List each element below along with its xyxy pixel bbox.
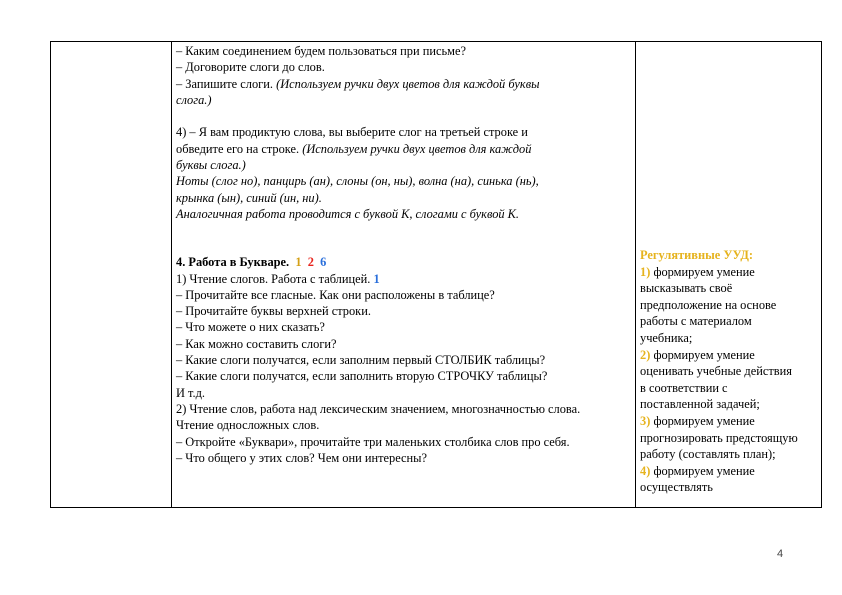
page-number: 4 [777, 548, 784, 560]
text-line: – Какие слоги получатся, если заполнить вторую СТРОЧКУ таблицы? [176, 369, 548, 384]
section-heading: 4. Работа в Букваре. 1 2 6 [176, 255, 327, 270]
text-line: 2) Чтение слов, работа над лексическим значением, многозначностью слова. [176, 401, 581, 416]
text-line: – Каким соединением будем пользоваться при письме? [176, 44, 466, 58]
uud-item-4: 4) формируем умение осуществлять [640, 463, 755, 495]
text-line: крынка (ын), синий (ин, ни). [176, 190, 322, 205]
text-line: слога.) [176, 92, 212, 107]
page-ref-3: 6 [320, 255, 327, 270]
text-line: 4) – Я вам продиктую слова, вы выберите слог на третьей строке и [176, 125, 528, 140]
text-line: 1) Чтение слогов. Работа с таблицей. 1 [176, 271, 380, 286]
text-line: – Какие слоги получатся, если заполним первый СТОЛБИК таблицы? [176, 353, 546, 368]
text-line: Ноты (слог но), панцирь (ан), слоны (он, ны), волна (на), синька (нь), [176, 174, 539, 189]
uud-column [640, 247, 820, 496]
page-ref-2: 2 [307, 255, 314, 270]
text-line: – Как можно составить слоги? [176, 336, 337, 351]
text-line: Чтение односложных слов. [176, 418, 320, 433]
uud-heading: Регулятивные УУД: [640, 248, 753, 262]
text-line: – Что можете о них сказать? [176, 320, 325, 335]
text-line: Аналогичная работа проводится с буквой К, слогами с буквой К. [176, 206, 520, 221]
column-divider-1 [171, 42, 172, 507]
page-ref-1: 1 [295, 255, 302, 270]
page-ref: 1 [373, 271, 380, 286]
uud-item-3: 3) формируем умение прогнозировать предстоящую работу (составлять план); [640, 413, 798, 462]
text-line: – Откройте «Буквари», прочитайте три маленьких столбика слов про себя. [176, 434, 570, 449]
text-line: – Прочитайте все гласные. Как они расположены в таблице? [176, 287, 495, 302]
text-line: – Прочитайте буквы верхней строки. [176, 304, 371, 319]
text-line: И т.д. [176, 385, 206, 400]
lesson-activity-column [176, 43, 634, 466]
uud-item-2: 2) формируем умение оценивать учебные действия в соответствии с поставленной задачей; [640, 347, 792, 412]
text-line: – Что общего у этих слов? Чем они интересны? [176, 450, 427, 465]
text-line: буквы слога.) [176, 158, 246, 173]
text-line: обведите его на строке. (Используем ручки двух цветов для каждой [176, 141, 532, 156]
text-line: – Запишите слоги. (Используем ручки двух цветов для каждой буквы [176, 76, 540, 91]
lesson-table [50, 41, 822, 508]
column-divider-2 [635, 42, 636, 507]
uud-item-1: 1) формируем умение высказывать своё предположение на основе работы с материалом учебника; [640, 264, 777, 345]
text-line: – Договорите слоги до слов. [176, 60, 325, 75]
